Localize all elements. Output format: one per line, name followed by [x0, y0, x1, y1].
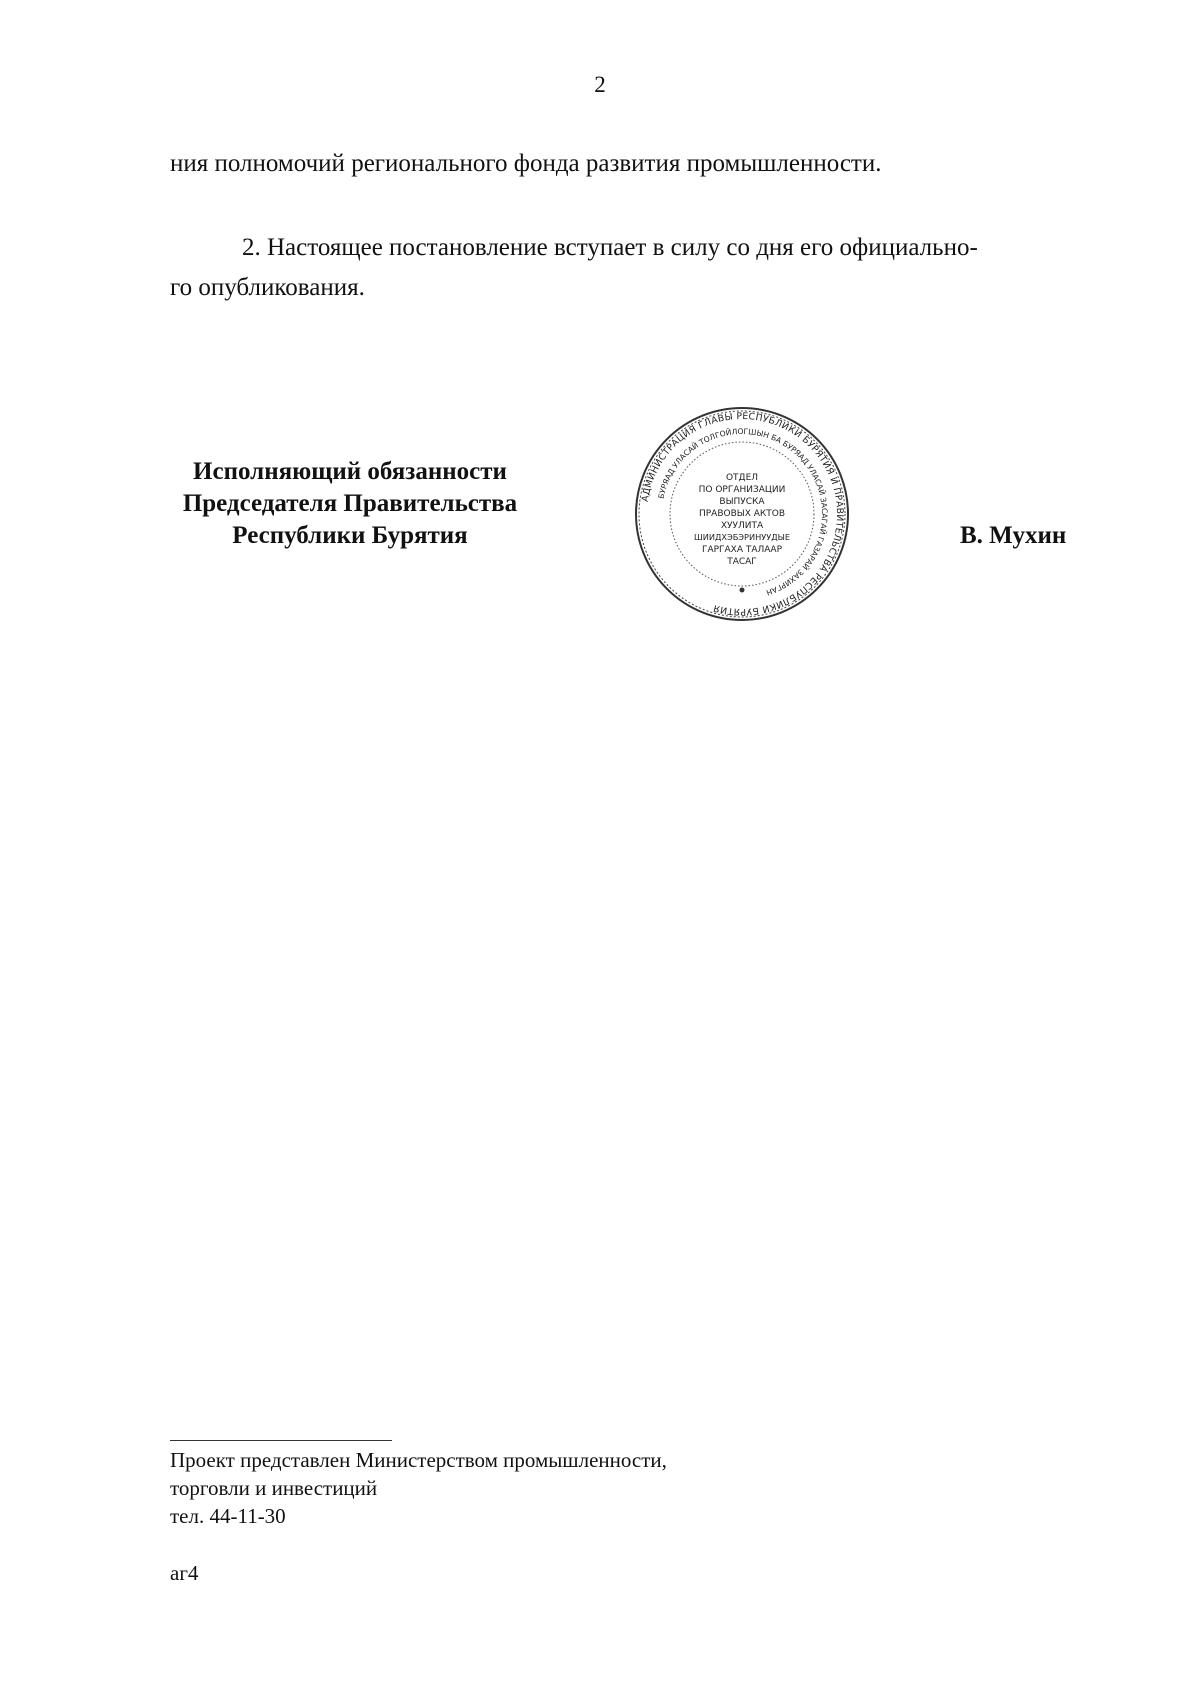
- seal-center-line: ГАРГАХА ТАЛААР: [701, 545, 783, 555]
- seal-inner-ring-text: БУРЯАД УЛАСАЙ ТОЛГОЙЛОГШЫН БА БУРЯАД УЛАСАЙ ЗАСАГАЙ ГАЗАРАЙ ЗАХИРГАН: [656, 426, 830, 598]
- footnote-line-1: Проект представлен Министерством промышленности,: [170, 1448, 667, 1472]
- paragraph-continuation-text: ния полномочий регионального фонда развития промышленности.: [170, 150, 882, 177]
- seal-center-line: ТАСАГ: [727, 557, 757, 567]
- footnote-separator: [170, 1440, 392, 1441]
- signatory-title: [150, 456, 550, 552]
- footnote-phone: тел. 44-11-30: [170, 1504, 286, 1528]
- signatory-name: В. Мухин: [960, 522, 1067, 549]
- signatory-title-line-2: Председателя Правительства: [182, 490, 518, 517]
- seal-center-line: ПРАВОВЫХ АКТОВ: [698, 509, 786, 519]
- paragraph-continuation: [170, 144, 1090, 184]
- paragraph-item-2: [170, 228, 1090, 308]
- document-code: аг4: [170, 1561, 199, 1585]
- seal-center-line: ВЫПУСКА: [719, 497, 765, 507]
- footnote: [170, 1446, 667, 1530]
- footnote-line-2: торговли и инвестиций: [170, 1476, 378, 1500]
- page-number: 2: [594, 72, 606, 97]
- signatory-title-line-1: Исполняющий обязанности: [193, 458, 507, 485]
- official-seal: [632, 404, 852, 624]
- seal-center-line: ОТДЕЛ: [725, 473, 759, 483]
- paragraph-item-2-line-2: го опубликования.: [170, 274, 365, 301]
- seal-center-line: ШИИДХЭБЭРИНУУДЫЕ: [693, 532, 791, 542]
- seal-outer-ring-text: АДМИНИСТРАЦИЯ ГЛАВЫ РЕСПУБЛИКИ БУРЯТИЯ И ПРАВИТЕЛЬСТВА РЕСПУБЛИКИ БУРЯТИЯ: [639, 410, 846, 618]
- paragraph-item-2-line-1: 2. Настоящее постановление вступает в силу со дня его официально-: [242, 234, 978, 261]
- seal-center-line: ПО ОРГАНИЗАЦИИ: [698, 485, 786, 495]
- seal-center-line: ХУУЛИТА: [720, 521, 764, 531]
- signatory-title-line-3: Республики Бурятия: [232, 522, 468, 549]
